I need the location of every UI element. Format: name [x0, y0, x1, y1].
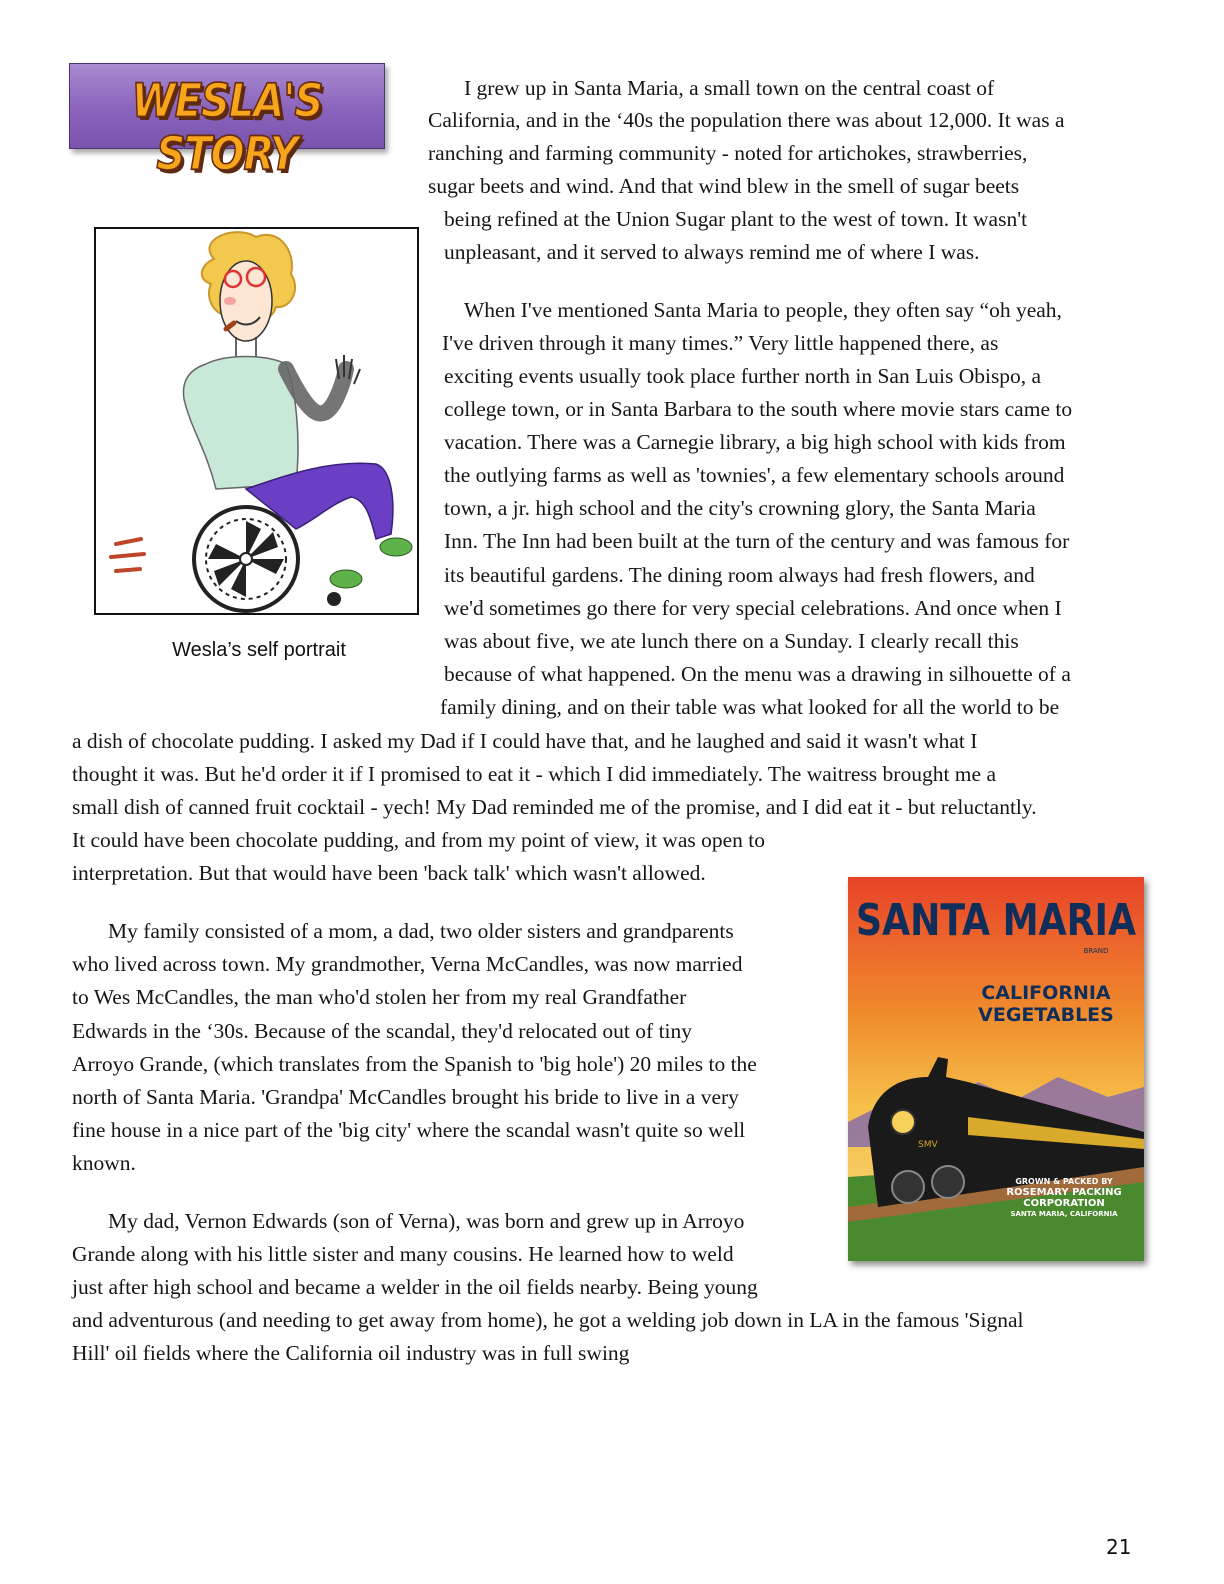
crate-brand: BRAND: [1083, 947, 1109, 955]
text-line: its beautiful gardens. The dining room always had fresh flowers, and: [444, 563, 1035, 587]
text-line: north of Santa Maria. 'Grandpa' McCandles brought his bride to live in a very: [72, 1085, 739, 1109]
text-line: California, and in the ‘40s the population there was about 12,000. It was a: [428, 108, 1065, 132]
self-portrait-image: [94, 227, 419, 615]
story-title: WESLA'S STORY: [131, 75, 323, 181]
text-line: unpleasant, and it served to always remind me of where I was.: [444, 240, 980, 264]
crate-packer-line1: GROWN & PACKED BY: [1015, 1177, 1113, 1186]
text-line: Grande along with his little sister and many cousins. He learned how to weld: [72, 1242, 734, 1266]
text-line: fine house in a nice part of the 'big city' where the scandal wasn't quite so well: [72, 1118, 746, 1142]
title-banner: [69, 63, 385, 181]
text-line: I grew up in Santa Maria, a small town on the central coast of: [464, 76, 995, 100]
text-line: Hill' oil fields where the California oil industry was in full swing: [72, 1341, 630, 1365]
portrait-drawing: [96, 229, 417, 613]
text-line: When I've mentioned Santa Maria to people, they often say “oh yeah,: [464, 298, 1062, 322]
text-line: we'd sometimes go there for very special celebrations. And once when I: [444, 596, 1062, 620]
text-line: and adventurous (and needing to get away from home), he got a welding job down in LA in the famous 'Signal: [72, 1308, 1024, 1332]
portrait-caption: Wesla’s self portrait: [172, 639, 346, 661]
text-line: vacation. There was a Carnegie library, a big high school with kids from: [444, 430, 1066, 454]
text-line: town, a jr. high school and the city's crowning glory, the Santa Maria: [444, 496, 1036, 520]
text-line: thought it was. But he'd order it if I promised to eat it - which I did immediately. The waitress brought me a: [72, 762, 996, 786]
text-line: My family consisted of a mom, a dad, two older sisters and grandparents: [108, 919, 734, 943]
text-line: college town, or in Santa Barbara to the south where movie stars came to: [444, 397, 1073, 421]
text-line: the outlying farms as well as 'townies', a few elementary schools around: [444, 463, 1065, 487]
text-line: was about five, we ate lunch there on a Sunday. I clearly recall this: [444, 629, 1019, 653]
text-line: who lived across town. My grandmother, Verna McCandles, was now married: [72, 952, 743, 976]
text-line: because of what happened. On the menu was a drawing in silhouette of a: [444, 662, 1071, 686]
crate-label-art: [848, 877, 1144, 1261]
text-line: It could have been chocolate pudding, and from my point of view, it was open to: [72, 828, 765, 852]
text-line: I've driven through it many times.” Very little happened there, as: [442, 331, 999, 355]
text-line: small dish of canned fruit cocktail - yech! My Dad reminded me of the promise, and I did eat it - but reluctantly.: [72, 795, 1037, 819]
engine-text: SMV: [918, 1140, 938, 1150]
text-line: family dining, and on their table was what looked for all the world to be: [440, 695, 1060, 719]
text-line: Edwards in the ‘30s. Because of the scandal, they'd relocated out of tiny: [72, 1019, 693, 1043]
text-line: My dad, Vernon Edwards (son of Verna), was born and grew up in Arroyo: [108, 1209, 745, 1233]
crate-product-line2: VEGETABLES: [978, 1004, 1114, 1026]
text-line: interpretation. But that would have been 'back talk' which wasn't allowed.: [72, 861, 706, 885]
text-line: being refined at the Union Sugar plant to the west of town. It wasn't: [444, 207, 1028, 231]
crate-packer-line2: ROSEMARY PACKING: [1006, 1187, 1122, 1198]
text-line: ranching and farming community - noted for artichokes, strawberries,: [428, 141, 1028, 165]
santa-maria-crate-label-image: [848, 877, 1144, 1261]
crate-packer-line3: CORPORATION: [1023, 1198, 1105, 1209]
text-line: Arroyo Grande, (which translates from the Spanish to 'big hole') 20 miles to the: [72, 1052, 757, 1076]
text-line: Inn. The Inn had been built at the turn of the century and was famous for: [444, 529, 1070, 553]
text-line: known.: [72, 1151, 136, 1175]
text-line: just after high school and became a welder in the oil fields nearby. Being young: [72, 1275, 758, 1299]
page-number: 21: [1106, 1535, 1132, 1559]
text-line: to Wes McCandles, the man who'd stolen her from my real Grandfather: [72, 985, 687, 1009]
text-line: sugar beets and wind. And that wind blew in the smell of sugar beets: [428, 174, 1020, 198]
crate-packer-line4: SANTA MARIA, CALIFORNIA: [1010, 1210, 1118, 1218]
text-line: a dish of chocolate pudding. I asked my Dad if I could have that, and he laughed and said it wasn't what I: [72, 729, 978, 753]
crate-headline: SANTA MARIA: [856, 895, 1137, 946]
text-line: exciting events usually took place further north in San Luis Obispo, a: [444, 364, 1042, 388]
crate-product-line1: CALIFORNIA: [981, 982, 1111, 1004]
